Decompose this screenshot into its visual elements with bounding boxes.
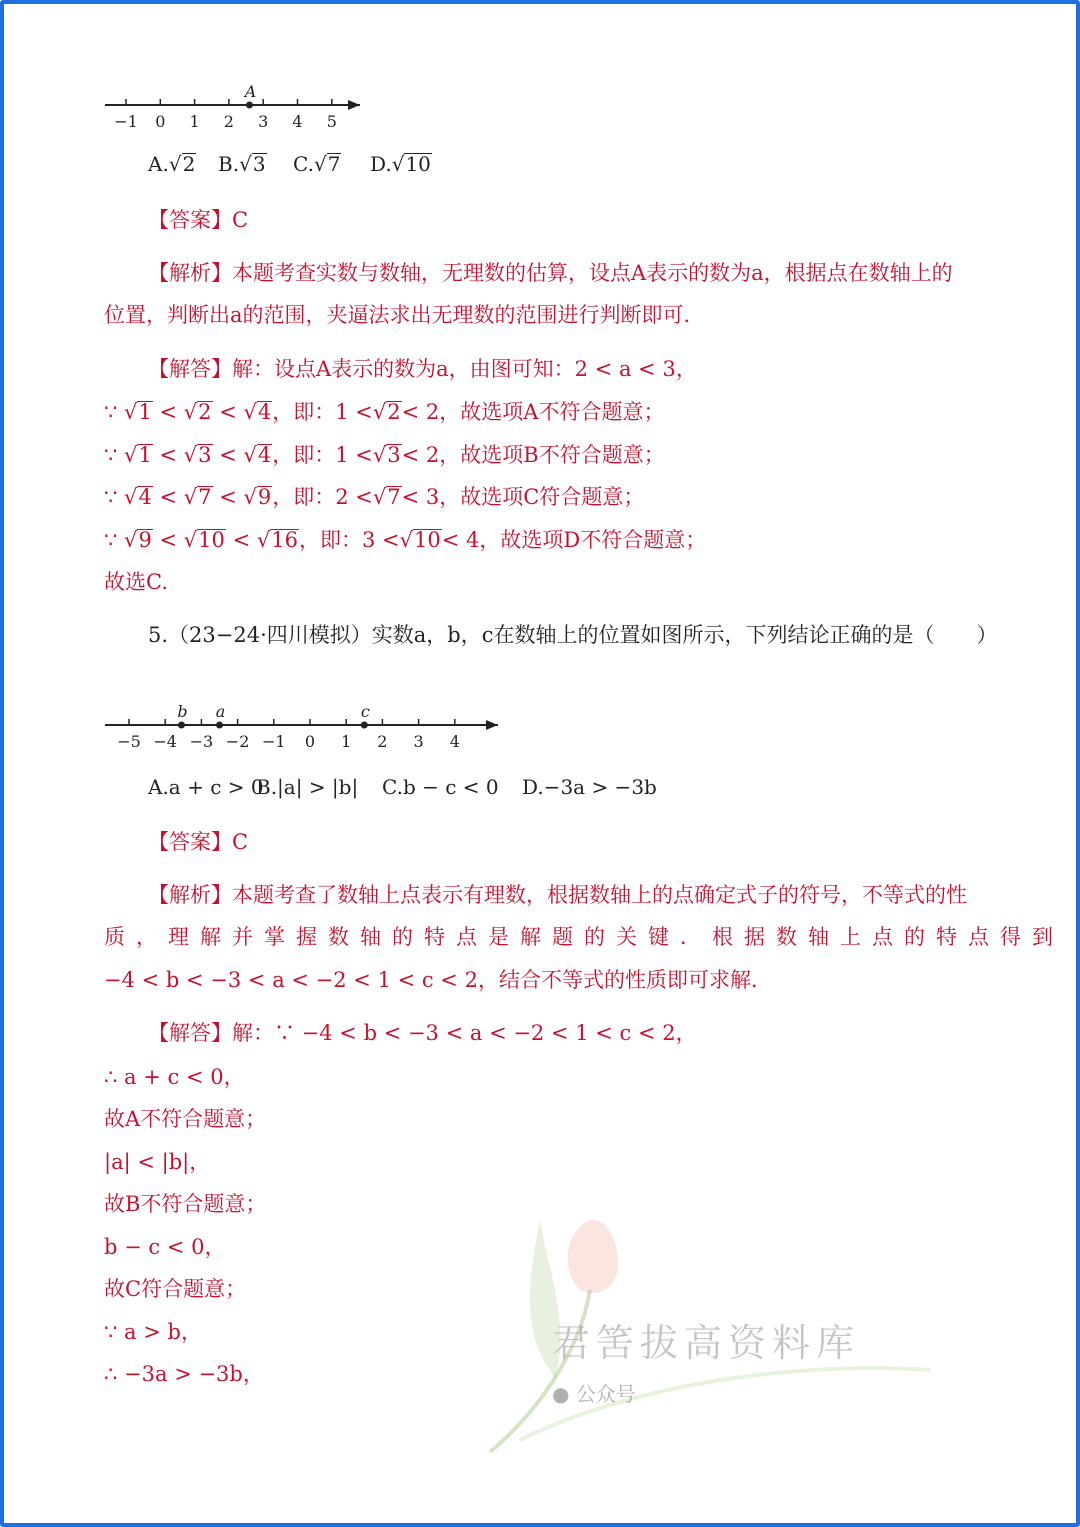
axis-tick-label: −3 (189, 732, 214, 751)
axis-tick-label: −1 (262, 732, 286, 751)
q4-solution-line-1: 【解答】解：设点A表示的数为a，由图可知：2 < a < 3， (148, 357, 697, 381)
wechat-icon: ● (552, 1382, 570, 1406)
axis-tick-label: 4 (449, 732, 460, 751)
q5-option-a: A.a + c > 0 (148, 775, 264, 799)
axis-tick-label: 0 (304, 732, 316, 751)
axis-point (178, 722, 185, 729)
axis-tick-label: −4 (153, 732, 177, 751)
q4-step-2: ∵ √1 < √3 < √4，即：1 <√3< 2，故选项B不符合题意； (104, 443, 665, 467)
q4-step-3: ∵ √4 < √7 < √9，即：2 <√7< 3，故选项C符合题意； (104, 485, 645, 509)
axis-tick-label: 3 (258, 112, 269, 131)
axis-tick-label: 4 (292, 112, 303, 131)
axis-tick-label: 3 (413, 732, 424, 751)
axis-point-label: a (215, 702, 226, 721)
axis-arrow (348, 100, 360, 110)
axis-tick-label: 0 (155, 112, 166, 131)
q5-step-7: ∵ a > b， (104, 1320, 202, 1344)
axis-arrow (486, 720, 498, 730)
watermark-subtitle: ● 公众号 (552, 1382, 636, 1406)
axis-point (246, 102, 253, 109)
number-line-q4 (100, 80, 370, 135)
q4-option-a: A.√2 (148, 152, 196, 176)
q5-analysis-line-2: 质，理解并掌握数轴的特点是解题的关键．根据数轴上点的特点得到 (104, 925, 1064, 949)
axis-tick-label: 2 (377, 732, 388, 751)
q5-step-1: ∴ a + c < 0， (104, 1065, 245, 1089)
q4-answer: 【答案】C (148, 208, 249, 232)
q5-step-5: b − c < 0， (104, 1235, 226, 1259)
q4-option-b: B.√3 (218, 152, 266, 176)
q5-analysis-line-1: 【解析】本题考查了数轴上点表示有理数，根据数轴上的点确定式子的符号，不等式的性 (148, 883, 967, 907)
q4-analysis-line-1: 【解析】本题考查实数与数轴，无理数的估算，设点A表示的数为a，根据点在数轴上的 (148, 261, 953, 285)
axis-point-label: A (244, 82, 257, 101)
q5-step-8: ∴ −3a > −3b， (104, 1362, 264, 1386)
q4-step-1: ∵ √1 < √2 < √4，即：1 <√2< 2，故选项A不符合题意； (104, 400, 665, 424)
q5-step-4: 故B不符合题意； (104, 1192, 267, 1216)
q5-step-2: 故A不符合题意； (104, 1107, 267, 1131)
q5-analysis-line-3: −4 < b < −3 < a < −2 < 1 < c < 2，结合不等式的性质即可求解． (104, 968, 772, 992)
axis-tick-label: −1 (114, 112, 138, 131)
watermark-title: 君筈拔高资料库 (552, 1321, 861, 1365)
q5-answer: 【答案】C (148, 830, 249, 854)
axis-point-label: c (360, 702, 370, 721)
number-line-q5 (100, 700, 500, 755)
axis-tick-label: 1 (341, 732, 352, 751)
q5-option-d: D.−3a > −3b (522, 775, 657, 799)
axis-tick-label: 2 (223, 112, 234, 131)
q5-option-b: B.|a| > |b| (256, 775, 359, 799)
q4-analysis-line-2: 位置，判断出a的范围，夹逼法求出无理数的范围进行判断即可． (104, 303, 705, 327)
q4-step-4: ∵ √9 < √10 < √16，即：3 <√10< 4，故选项D不符合题意； (104, 528, 707, 552)
q5-stem: 5.（23−24·四川模拟）实数a，b，c在数轴上的位置如图所示，下列结论正确的是（ ） (148, 623, 998, 647)
axis-point (216, 722, 223, 729)
q4-option-c: C.√7 (293, 152, 341, 176)
q5-solution-line-1: 【解答】解：∵ −4 < b < −3 < a < −2 < 1 < c < 2， (148, 1021, 697, 1045)
q5-step-3: |a| < |b|， (104, 1150, 211, 1174)
axis-tick-label: 1 (189, 112, 200, 131)
q4-option-d: D.√10 (370, 152, 431, 176)
q4-conclusion: 故选C. (104, 570, 168, 594)
axis-point (361, 722, 368, 729)
axis-tick-label: −5 (117, 732, 141, 751)
q5-option-c: C.b − c < 0 (382, 775, 499, 799)
q5-step-6: 故C符合题意； (104, 1277, 247, 1301)
axis-point-label: b (177, 702, 188, 721)
axis-tick-label: −2 (225, 732, 250, 751)
axis-tick-label: 5 (326, 112, 337, 131)
